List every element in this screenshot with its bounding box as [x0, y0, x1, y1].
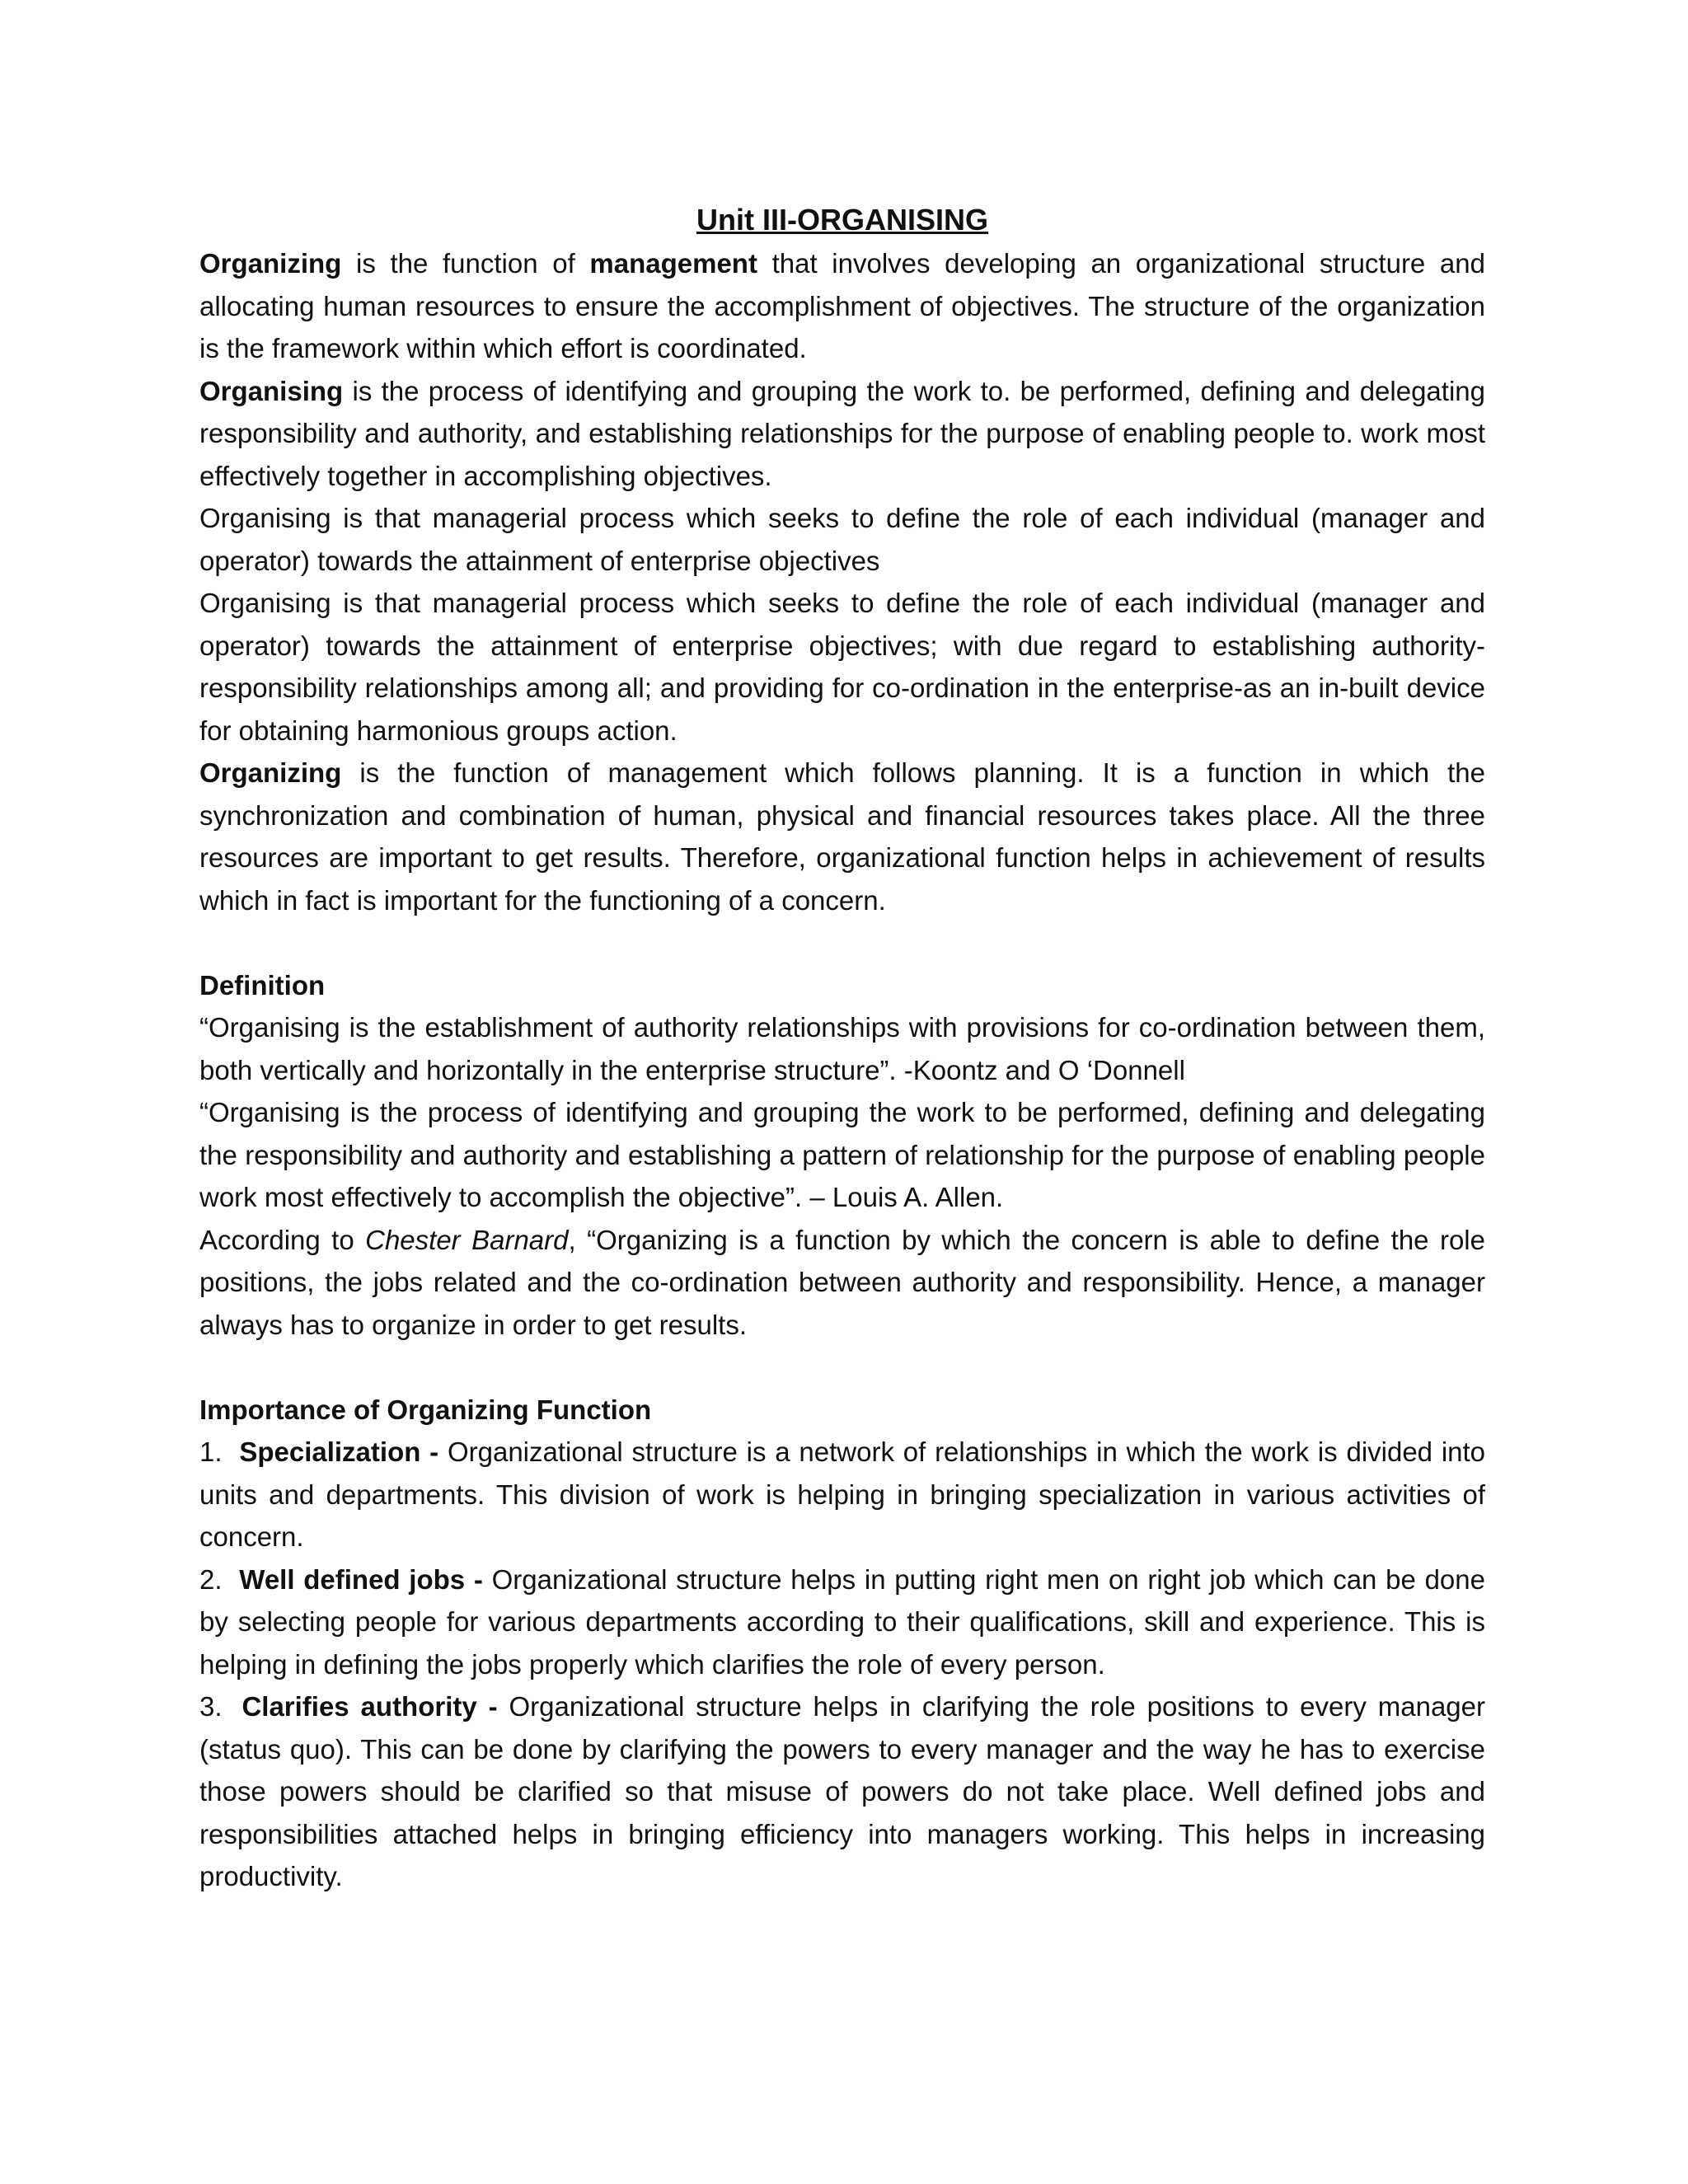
item-text: Organizational structure is a network of relationships in which the work is divided into units and departments. This division of work is helping in bringing specialization in various activities of concern.: [199, 1436, 1486, 1552]
definition-barnard: [199, 1219, 1485, 1347]
item-text: Organizational structure helps in putting right men on right job which can be done by selecting people for various departments according to their qualifications, skill and experience. This is helping in defining the jobs properly which clarifies the role of every person.: [199, 1563, 1485, 1680]
intro-paragraph-5: [199, 752, 1485, 921]
page-title: [199, 198, 1485, 242]
term-organizing: Organizing: [199, 248, 342, 279]
page-title-unit: Unit III-: [696, 203, 797, 237]
term-management: management: [589, 248, 757, 279]
definition-quote-allen: “Organising is the process of identifying and grouping the work to be performed, defining and delegating the responsibility and authority and establishing a pattern of relationship for the purpose of enabling people work most effectively to accomplish the objective”. – Louis A. Allen.: [199, 1097, 1485, 1212]
intro-text: is the process of identifying and grouping the work to. be performed, defining and delegating responsibility and authority, and establishing relationships for the purpose of enabling people to. work most effectively together in accomplishing objectives.: [199, 375, 1485, 491]
intro-text: is the function of: [341, 248, 590, 279]
importance-heading: Importance of Organizing Function: [199, 1394, 652, 1425]
document-page: [199, 198, 1485, 1898]
intro-paragraph-3: Organising is that managerial process which seeks to define the role of each individual (manager and operator) towards the attainment of enterprise objectives: [199, 503, 1485, 576]
importance-item: [199, 1558, 1485, 1686]
importance-item: [199, 1431, 1485, 1558]
intro-paragraph-4: Organising is that managerial process which seeks to define the role of each individual (manager and operator) towards the attainment of enterprise objectives; with due regard to establishing authority-responsibility relationships among all; and providing for co-ordination in the enterprise-as an in-built device for obtaining harmonious groups action.: [199, 588, 1485, 746]
definition-heading: Definition: [199, 969, 326, 1001]
intro-text: is the function of management which follows planning. It is a function in which the synchronization and combination of human, physical and financial resources takes place. All the three resources are important to get results. Therefore, organizational function helps in achievement of results which in fact is important for the functioning of a concern.: [199, 757, 1485, 916]
intro-paragraph-2: [199, 370, 1485, 498]
page-title-topic: ORGANISING: [796, 203, 988, 237]
intro-text: that involves developing an organizational structure and allocating human resources to ensure the accomplishment of objectives. The structure of the organization is the framework within which effort is coordinated.: [199, 248, 1485, 363]
term-organising: Organising: [199, 375, 344, 406]
definition-quote-koontz: “Organising is the establishment of authority relationships with provisions for co-ordination between them, both vertically and horizontally in the enterprise structure”. -Koontz and O ‘Donnell: [199, 1012, 1485, 1085]
item-text: Organizational structure helps in clarifying the role positions to every manager (status quo). This can be done by clarifying the powers to every manager and the way he has to exercise those powers should be clarified so that misuse of powers do not take place. Well defined jobs and responsibilities attached helps in bringing efficiency into managers working. This helps in increasing productivity.: [199, 1691, 1485, 1891]
importance-item: [199, 1685, 1485, 1898]
item-number: 3.: [199, 1691, 223, 1722]
intro-paragraph-1: [199, 242, 1485, 370]
section-spacer: [199, 921, 1485, 964]
item-number: 1.: [199, 1436, 223, 1467]
author-name: Chester Barnard: [365, 1224, 569, 1255]
definition-text: , “Organizing is a function by which the concern is able to define the role positions, the jobs related and the co-ordination between authority and responsibility. Hence, a manager always has to organize in order to get results.: [199, 1224, 1485, 1340]
item-number: 2.: [199, 1563, 223, 1595]
item-label: Clarifies authority -: [241, 1691, 498, 1722]
item-label: Specialization -: [239, 1436, 439, 1467]
item-label: Well defined jobs -: [239, 1563, 483, 1595]
term-organizing: Organizing: [199, 757, 342, 788]
definition-text: According to: [199, 1224, 366, 1255]
section-spacer: [199, 1346, 1485, 1389]
